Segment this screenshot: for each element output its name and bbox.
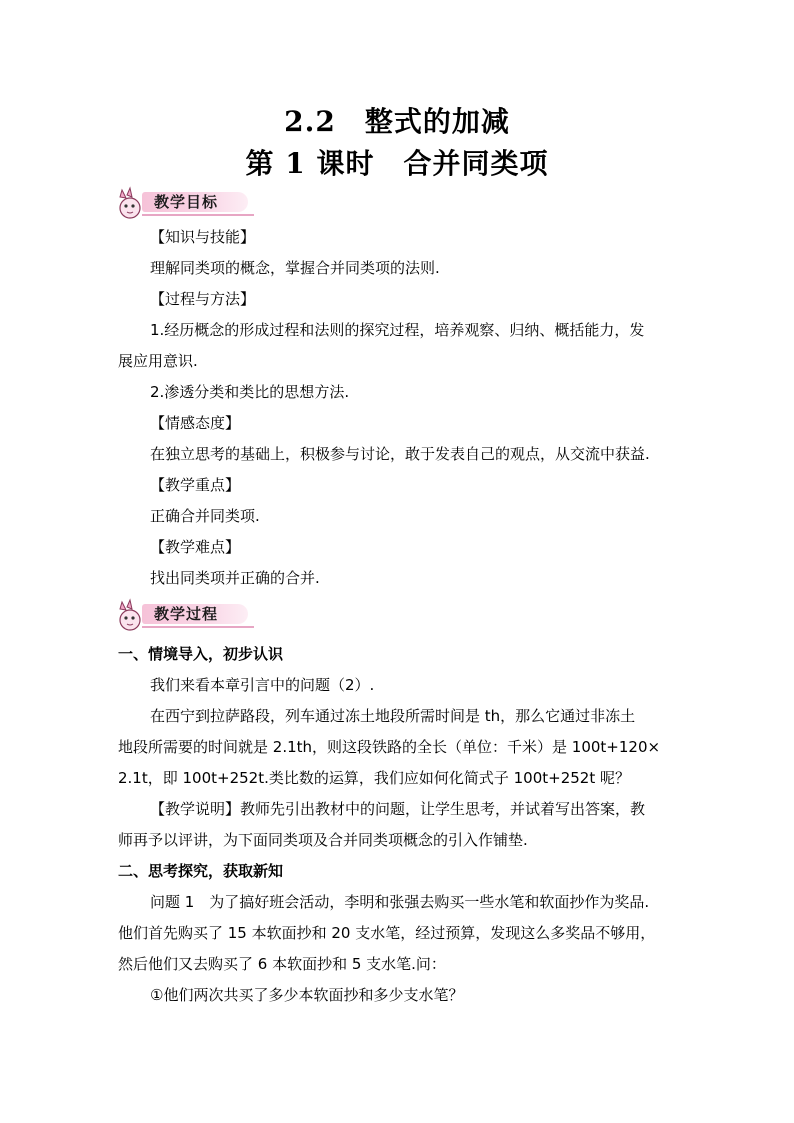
heading-knowledge: 【知识与技能】 (150, 228, 256, 246)
paragraph: 然后他们又去购买了 6 本软面抄和 5 支水笔.问： (118, 955, 446, 973)
paragraph: 1.经历概念的形成过程和法则的探究过程，培养观察、归纳、概括能力，发 (150, 321, 645, 339)
paragraph: ①他们两次共买了多少本软面抄和多少支水笔？ (150, 986, 464, 1004)
section-header-label: 教学过程 (154, 605, 219, 623)
section-header-label: 教学目标 (154, 193, 219, 211)
paragraph: 展应用意识. (118, 352, 198, 370)
heading-attitude: 【情感态度】 (150, 414, 241, 432)
paragraph: 2.渗透分类和类比的思想方法. (150, 383, 350, 401)
paragraph: 师再予以评讲，为下面同类项及合并同类项概念的引入作铺垫. (118, 831, 528, 849)
paragraph: 在西宁到拉萨路段，列车通过冻土地段所需时间是 th，那么它通过非冻土 (150, 707, 636, 725)
heading-explore: 二、思考探究，获取新知 (118, 862, 284, 880)
paragraph: 他们首先购买了 15 本软面抄和 20 支水笔，经过预算，发现这么多奖品不够用， (118, 924, 656, 942)
paragraph: 正确合并同类项. (150, 507, 260, 525)
paragraph: 【教学说明】教师先引出教材中的问题，让学生思考，并试着写出答案，教 (150, 800, 646, 818)
section-header-goals (116, 186, 256, 220)
section-title: 2.2 整式的加减 (284, 105, 510, 138)
heading-key: 【教学重点】 (150, 476, 241, 494)
paragraph: 地段所需要的时间就是 2.1th，则这段铁路的全长（单位：千米）是 100t+120× (118, 738, 661, 756)
paragraph: 在独立思考的基础上，积极参与讨论，敢于发表自己的观点，从交流中获益. (150, 445, 650, 463)
paragraph: 问题 1 为了搞好班会活动，李明和张强去购买一些水笔和软面抄作为奖品. (150, 893, 650, 911)
section-header-process (116, 598, 256, 632)
heading-intro: 一、情境导入，初步认识 (118, 645, 284, 663)
paragraph: 2.1t，即 100t+252t.类比数的运算，我们应如何化简式子 100t+252t 呢？ (118, 769, 630, 787)
paragraph: 找出同类项并正确的合并. (150, 569, 320, 587)
heading-method: 【过程与方法】 (150, 290, 256, 308)
paragraph: 我们来看本章引言中的问题（2）. (150, 676, 375, 694)
paragraph: 理解同类项的概念，掌握合并同类项的法则. (150, 259, 440, 277)
lesson-title: 第 1 课时 合并同类项 (245, 147, 549, 180)
heading-difficulty: 【教学难点】 (150, 538, 241, 556)
